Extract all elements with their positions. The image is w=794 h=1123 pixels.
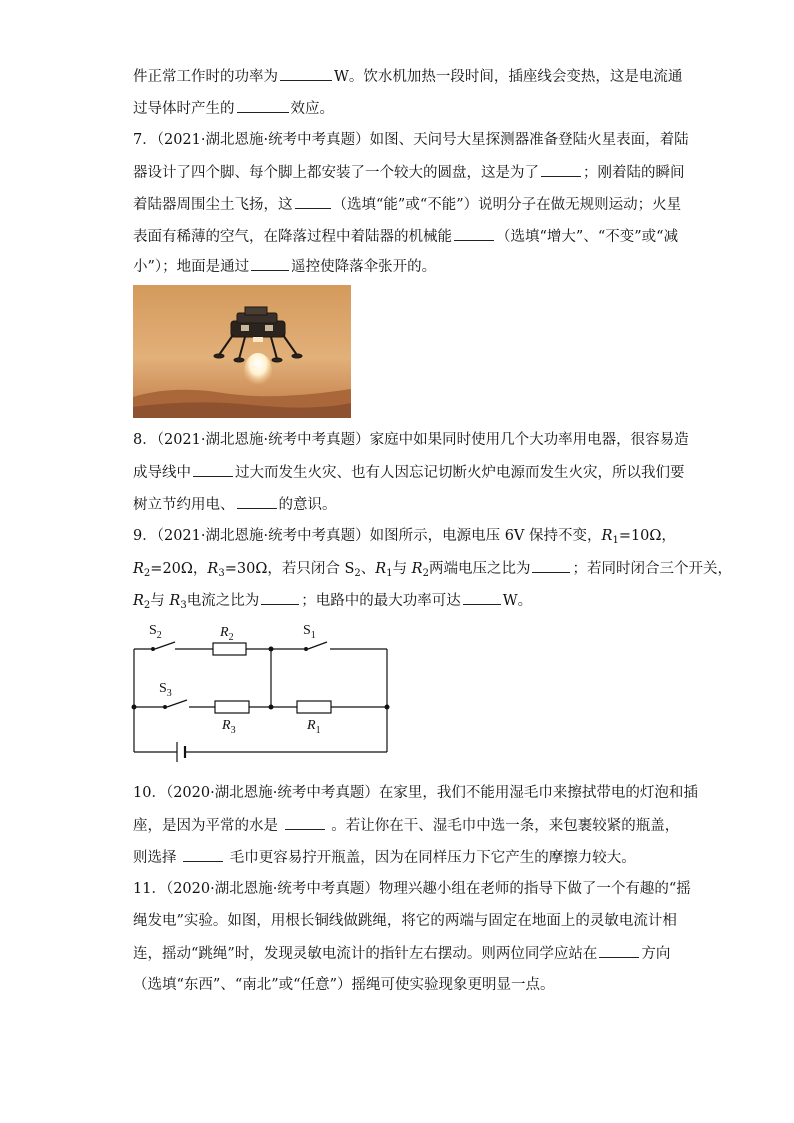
text-line [133, 847, 636, 868]
text: W。 [502, 593, 533, 609]
text: 件正常工作时的功率为 [133, 69, 278, 85]
symbol: R [207, 561, 219, 577]
text: 效应。 [290, 101, 334, 117]
text: ；若同时闭合三个开关， [572, 561, 732, 577]
label-s2: $S_2$ [149, 623, 162, 641]
answer-blank[interactable] [295, 194, 331, 209]
text: 电流之比为 [186, 593, 260, 609]
answer-blank[interactable] [183, 847, 223, 862]
subscript: 2 [143, 568, 151, 579]
text: 着陆器周围尘土飞扬，这 [133, 197, 293, 213]
text-line [133, 226, 678, 247]
text-line [133, 558, 732, 584]
question-7-line [133, 130, 689, 150]
mars-lander-illustration [133, 285, 351, 418]
question-10-line [133, 783, 698, 803]
text-line [133, 194, 681, 215]
text: 8．（2021·湖北恩施·统考中考真题）家庭中如果同时使用几个大功率用电器，很容易造 [133, 432, 689, 448]
symbol: R [411, 561, 423, 577]
answer-blank[interactable] [261, 590, 299, 605]
symbol: R [601, 528, 613, 544]
text-line [133, 943, 670, 964]
symbol: R [169, 593, 181, 609]
answer-blank[interactable] [285, 815, 325, 830]
text: 毛巾更容易拧开瓶盖，因为在同样压力下它产生的摩擦力较大。 [225, 850, 636, 866]
text: 器设计了四个脚、每个脚上都安装了一个较大的圆盘，这是为了 [133, 165, 539, 181]
label-r3: $R_3$ [222, 718, 236, 736]
text: （选填“东西”、“南北”或“任意”）摇绳可使实验现象更明显一点。 [133, 977, 555, 993]
text: （选填“能”或“不能”）说明分子在做无规则运动；火星 [332, 197, 682, 213]
text: 过导体时产生的 [133, 101, 235, 117]
text: （选填“增大”、“不变”或“减 [496, 229, 679, 245]
answer-blank[interactable] [193, 462, 233, 477]
label-s3: $S_3$ [159, 681, 172, 699]
text: ；电路中的最大功率可达 [301, 593, 461, 609]
symbol: R [375, 561, 387, 577]
answer-blank[interactable] [454, 226, 494, 241]
text: 过大而发生火灾、也有人因忘记切断火炉电源而发生火灾，所以我们要 [235, 465, 685, 481]
question-8-line [133, 430, 689, 450]
label-s1: $S_1$ [303, 623, 316, 641]
text: 方向 [641, 946, 671, 962]
subscript: 2 [143, 600, 151, 611]
text: 11．（2020·湖北恩施·统考中考真题）物理兴趣小组在老师的指导下做了一个有趣的“摇 [133, 881, 691, 897]
text-line [133, 98, 334, 119]
subscript: 2 [354, 568, 361, 579]
text: 连，摇动“跳绳”时，发现灵敏电流计的指针左右摆动。则两位同学应站在 [133, 946, 598, 962]
text: 9．（2021·湖北恩施·统考中考真题）如图所示，电源电压 6V 保持不变， [133, 528, 602, 544]
text: 树立节约用电、 [133, 497, 235, 513]
text: 两端电压之比为 [428, 561, 531, 577]
answer-blank[interactable] [251, 256, 289, 271]
answer-blank[interactable] [237, 98, 289, 113]
text: 与 [392, 561, 412, 577]
text: 。若让你在干、湿毛巾中选一条，来包裹较紧的瓶盖， [326, 818, 680, 834]
text: 与 [150, 593, 170, 609]
text: 、 [360, 561, 376, 577]
subscript: 1 [612, 535, 619, 546]
text: ；刚着陆的瞬间 [583, 165, 685, 181]
text-line [133, 494, 337, 515]
mars-lander-photo [133, 285, 351, 418]
answer-blank[interactable] [463, 590, 501, 605]
text: 10．（2020·湖北恩施·统考中考真题）在家里，我们不能用湿毛巾来擦拭带电的灯泡和插 [133, 785, 698, 801]
text-line [133, 815, 679, 836]
text: 的意识。 [278, 497, 337, 513]
question-9-line [133, 526, 676, 551]
subscript: 1 [386, 568, 393, 579]
answer-blank[interactable] [532, 558, 570, 573]
text: 则选择 [133, 850, 182, 866]
text: 座，是因为平常的水是 [133, 818, 283, 834]
symbol: R [133, 593, 144, 609]
text-line [133, 162, 685, 183]
text: 表面有稀薄的空气，在降落过程中着陆器的机械能 [133, 229, 452, 245]
subscript: 2 [422, 568, 429, 579]
text: =10Ω， [618, 528, 676, 544]
subscript: 3 [180, 600, 187, 611]
text-line [133, 256, 436, 277]
answer-blank[interactable] [237, 494, 277, 509]
text-line [133, 462, 685, 483]
answer-blank[interactable] [599, 943, 639, 958]
answer-blank[interactable] [541, 162, 581, 177]
text: 小”）；地面是通过 [133, 259, 250, 275]
text: 成导线中 [133, 465, 191, 481]
text: =20Ω， [150, 561, 208, 577]
text: 遥控使降落伞张开的。 [291, 259, 437, 275]
answer-blank[interactable] [280, 66, 332, 81]
text-line [133, 66, 682, 87]
symbol: R [133, 561, 144, 577]
text: W。饮水机加热一段时间，插座线会变热，这是电流通 [334, 69, 683, 85]
subscript: 3 [218, 568, 225, 579]
circuit-diagram [125, 612, 395, 764]
question-11-line [133, 879, 691, 899]
label-r1: $R_1$ [307, 718, 321, 736]
label-r2: $R_2$ [220, 625, 234, 643]
text: 7．（2021·湖北恩施·统考中考真题）如图、天问号大星探测器准备登陆火星表面，着陆 [133, 132, 689, 148]
text: 绳发电”实验。如图，用根长铜线做跳绳，将它的两端与固定在地面上的灵敏电流计相 [133, 913, 677, 929]
text-line [133, 911, 677, 931]
text: =30Ω，若只闭合 S [224, 561, 355, 577]
text-line [133, 975, 554, 995]
